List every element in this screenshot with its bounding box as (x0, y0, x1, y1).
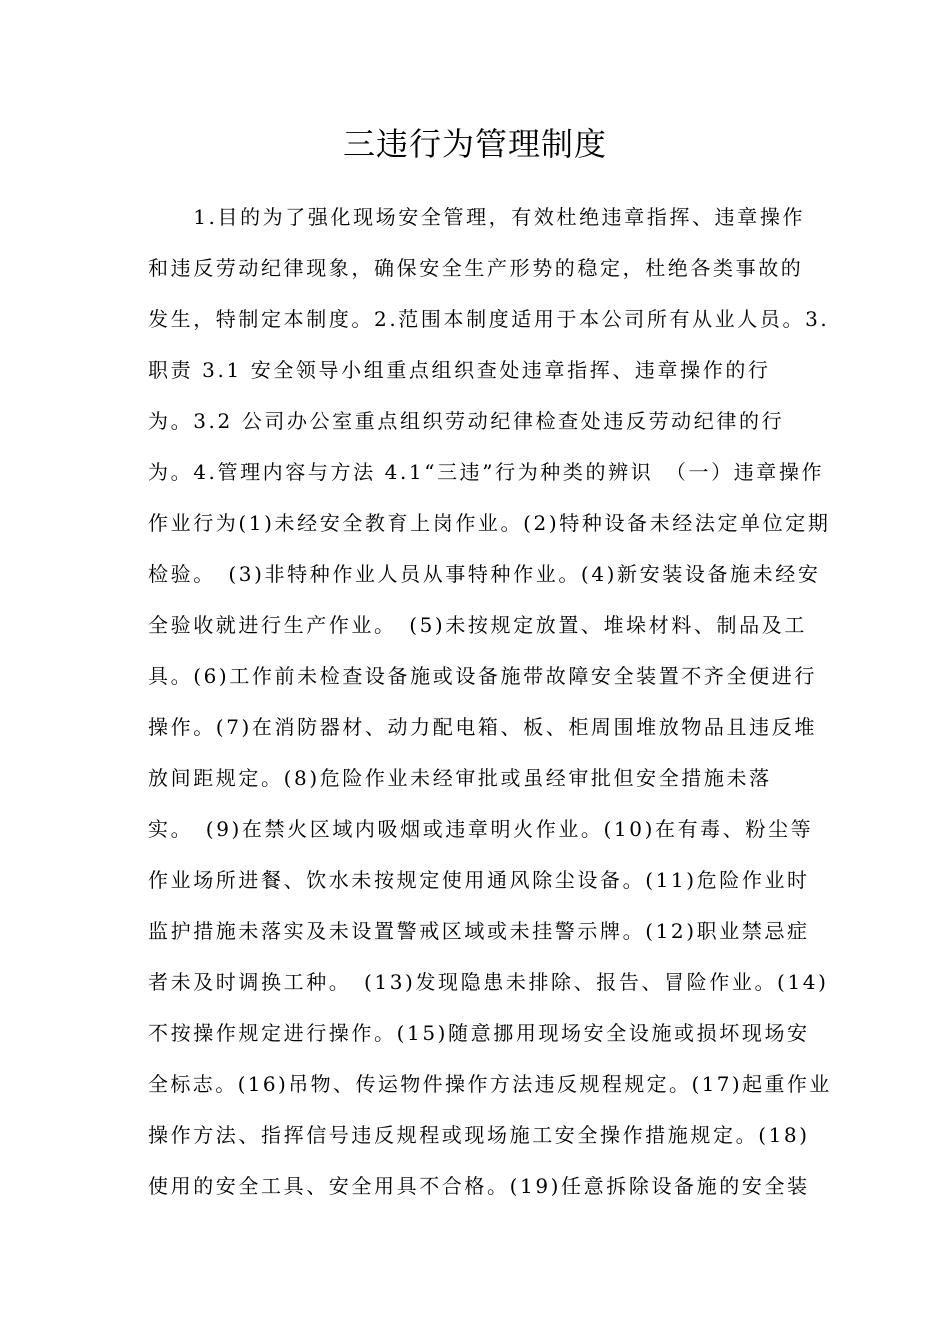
body-line: 操作方法、指挥信号违反规程或现场施工安全操作措施规定。(18) (148, 1123, 810, 1147)
document-title: 三违行为管理制度 (342, 125, 607, 163)
body-line: 和违反劳动纪律现象，确保安全生产形势的稳定，杜绝各类事故的 (148, 256, 804, 280)
body-line: 全标志。(16)吊物、传运物件操作方法违反规程规定。(17)起重作业 (148, 1072, 832, 1096)
body-line: 不按操作规定进行操作。(15)随意挪用现场安全设施或损坏现场安 (148, 1021, 810, 1045)
body-line: 作业场所进餐、饮水未按规定使用通风除尘设备。(11)危险作业时 (148, 868, 810, 892)
body-line: 检验。 (3)非特种作业人员从事特种作业。(4)新安装设备施未经安 (148, 562, 821, 586)
body-line: 发生，特制定本制度。2.范围本制度适用于本公司所有从业人员。3. (148, 307, 830, 331)
body-line: 实。 (9)在禁火区域内吸烟或违章明火作业。(10)在有毒、粉尘等 (148, 817, 814, 841)
body-line: 为。4.管理内容与方法 4.1“三违”行为种类的辨识 （一）违章操作 (148, 460, 825, 484)
body-line: 放间距规定。(8)危险作业未经审批或虽经审批但安全措施未落 (148, 766, 772, 790)
body-line: 全验收就进行生产作业。 (5)未按规定放置、堆垛材料、制品及工 (148, 613, 807, 637)
body-line: 职责 3.1 安全领导小组重点组织查处违章指挥、违章操作的行 (148, 358, 771, 382)
body-line: 1.目的为了强化现场安全管理，有效杜绝违章指挥、违章操作 (148, 205, 806, 229)
body-line: 为。3.2 公司办公室重点组织劳动纪律检查处违反劳动纪律的行 (148, 409, 785, 433)
body-line: 者未及时调换工种。 (13)发现隐患未排除、报告、冒险作业。(14) (148, 970, 829, 994)
document-body (148, 192, 832, 1212)
body-line: 使用的安全工具、安全用具不合格。(19)任意拆除设备施的安全装 (148, 1174, 810, 1198)
body-line: 作业行为(1)未经安全教育上岗作业。(2)特种设备未经法定单位定期 (148, 511, 831, 535)
body-line: 具。(6)工作前未检查设备施或设备施带故障安全装置不齐全便进行 (148, 664, 817, 688)
body-line: 监护措施未落实及未设置警戒区域或未挂警示牌。(12)职业禁忌症 (148, 919, 810, 943)
body-line: 操作。(7)在消防器材、动力配电箱、板、柜周围堆放物品且违反堆 (148, 715, 817, 739)
